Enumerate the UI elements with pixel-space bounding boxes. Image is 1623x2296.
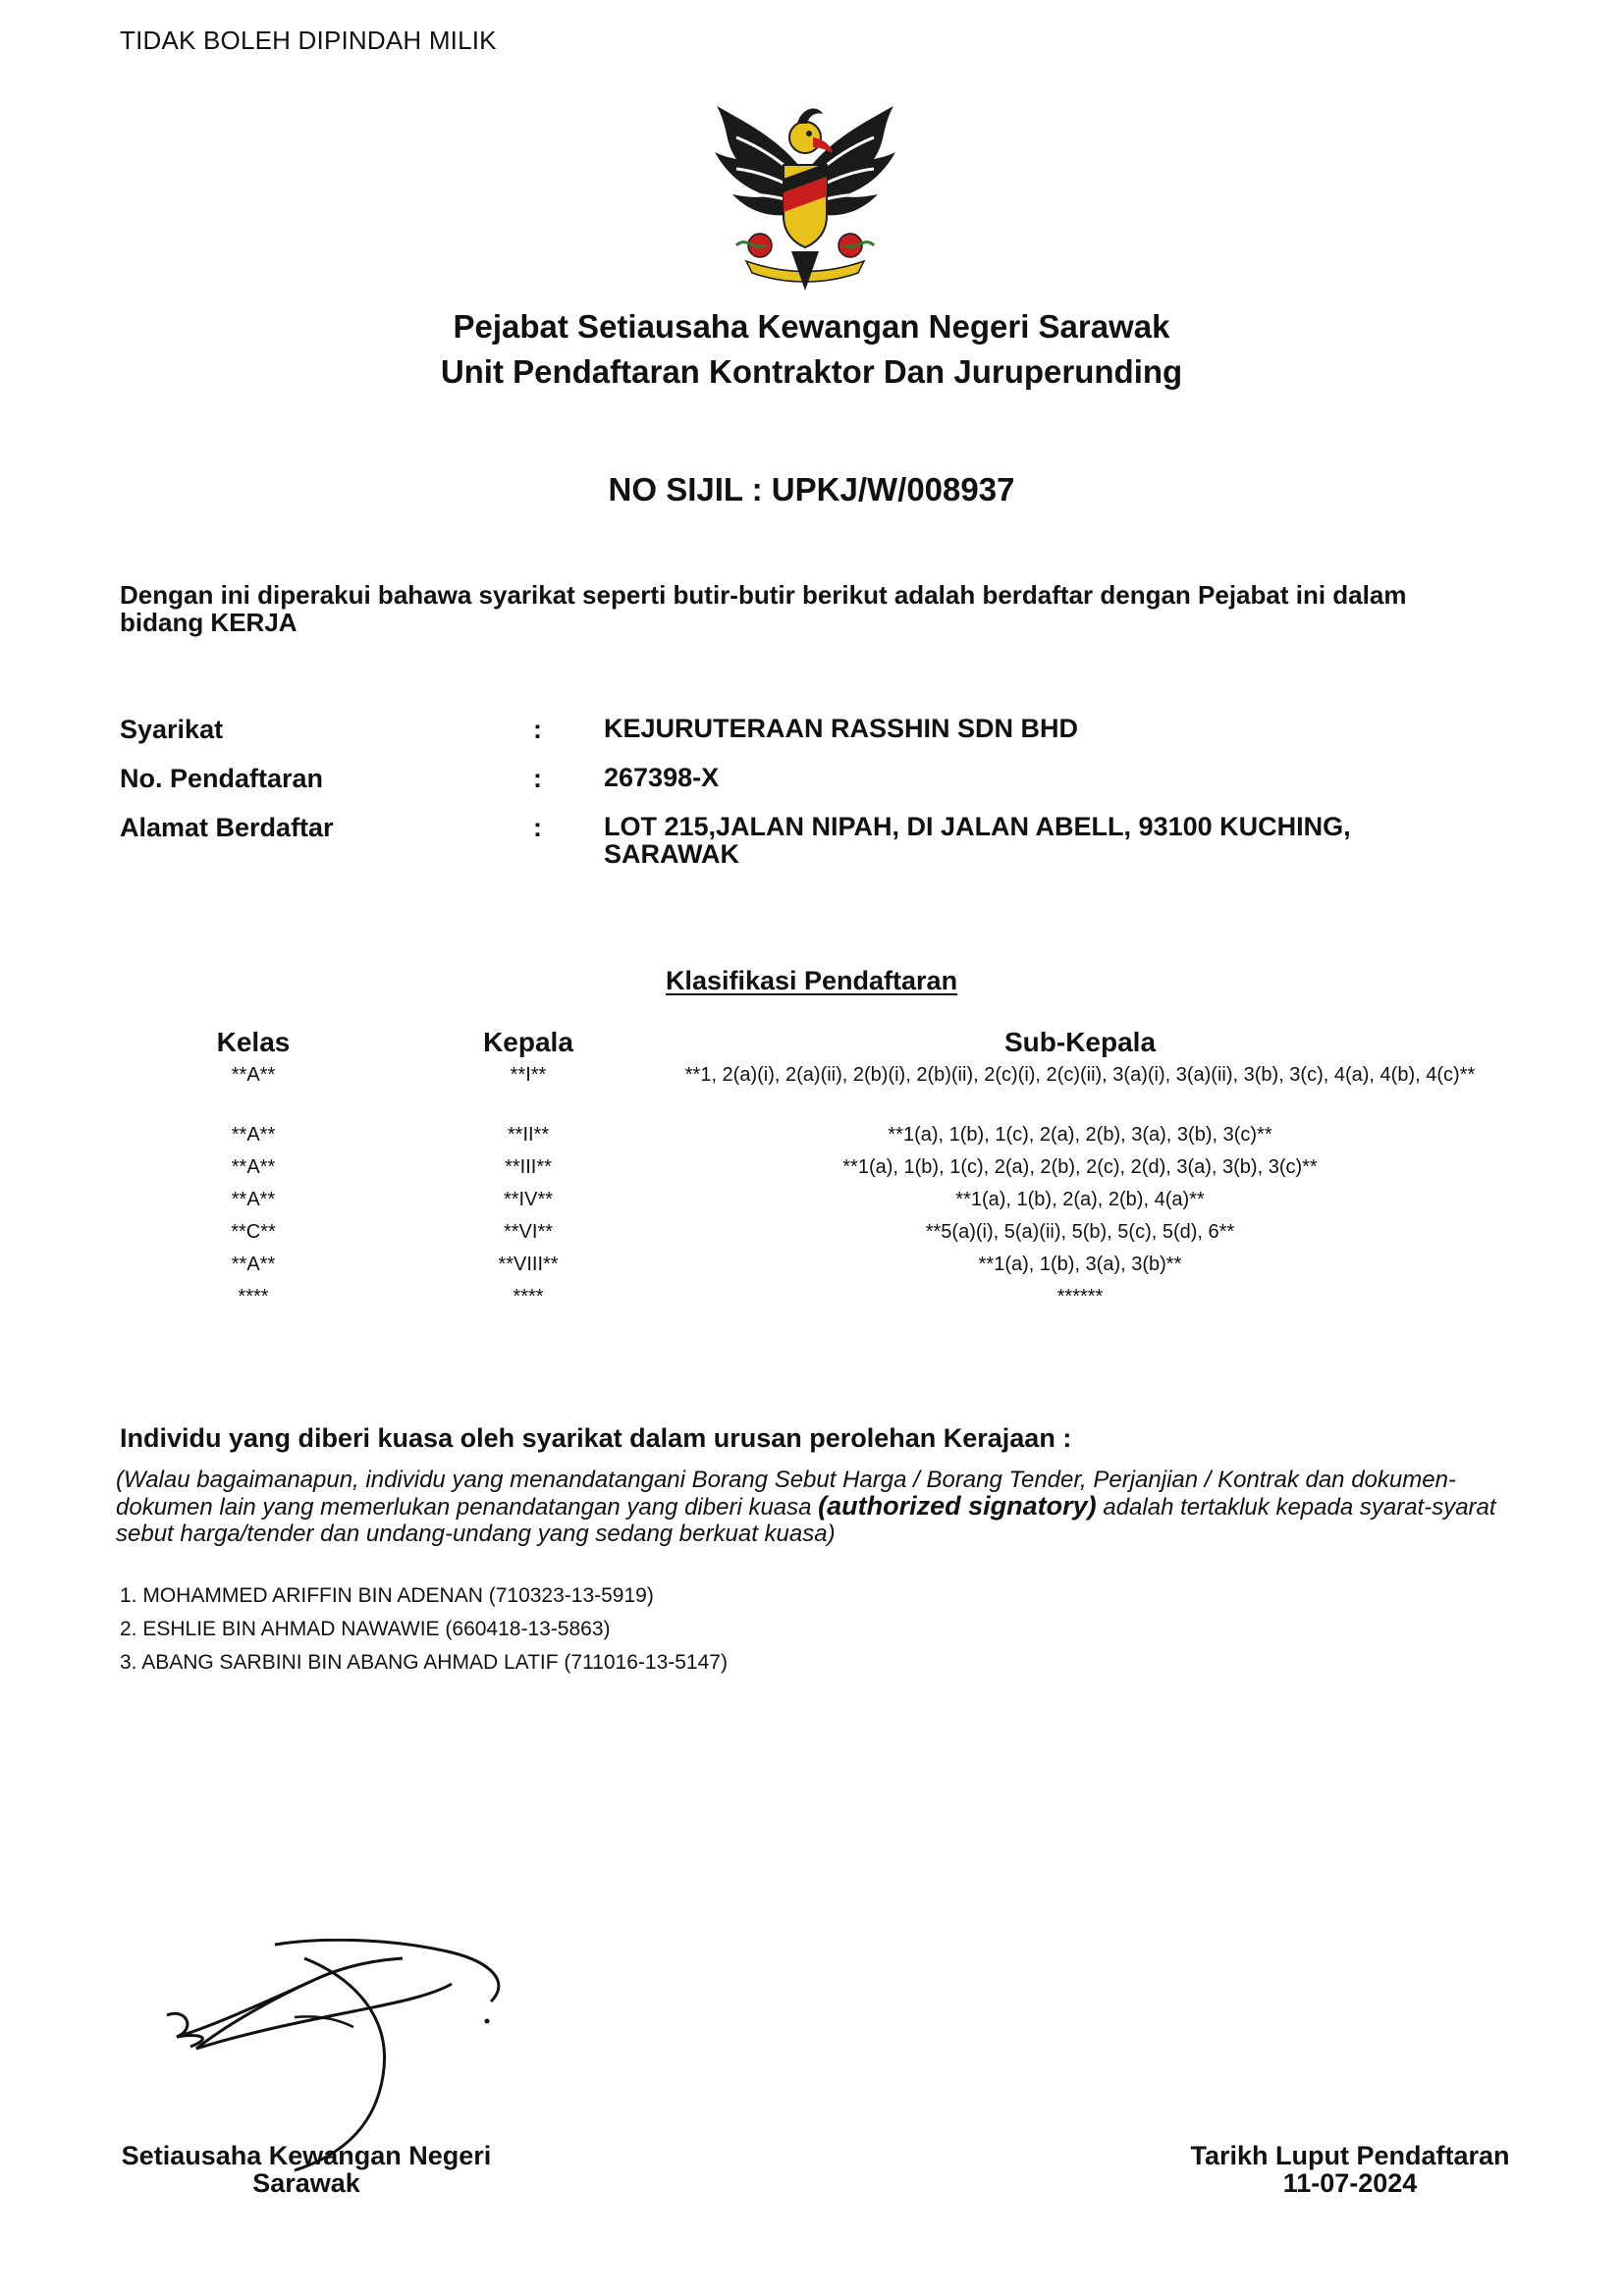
list-item: 2. ESHLIE BIN AHMAD NAWAWIE (660418-13-5863) bbox=[120, 1618, 611, 1640]
table-cell-kepala: **I** bbox=[510, 1064, 547, 1086]
table-cell-kelas: **A** bbox=[231, 1156, 276, 1178]
non-transferable-note: TIDAK BOLEH DIPINDAH MILIK bbox=[120, 26, 497, 55]
table-cell-kepala: **II** bbox=[507, 1124, 550, 1146]
registration-label: No. Pendaftaran bbox=[120, 764, 324, 793]
column-header-kelas: Kelas bbox=[216, 1027, 291, 1057]
list-item: 1. MOHAMMED ARIFFIN BIN ADENAN (710323-13-5919) bbox=[120, 1584, 654, 1607]
expiry-date: 11-07-2024 bbox=[1282, 2168, 1418, 2198]
company-name: KEJURUTERAAN RASSHIN SDN BHD bbox=[604, 714, 1079, 743]
table-cell-kelas: **A** bbox=[231, 1189, 276, 1210]
field-colon: : bbox=[533, 715, 542, 744]
sarawak-coat-of-arms-icon bbox=[707, 98, 903, 294]
table-cell-kelas: **C** bbox=[231, 1221, 276, 1243]
table-cell-kepala: **VIII** bbox=[498, 1254, 559, 1275]
list-item: 3. ABANG SARBINI BIN ABANG AHMAD LATIF (711016-13-5147) bbox=[120, 1651, 728, 1674]
table-cell-sub-kepala: ****** bbox=[1056, 1286, 1104, 1308]
table-cell-sub-kepala: **5(a)(i), 5(a)(ii), 5(b), 5(c), 5(d), 6** bbox=[925, 1221, 1235, 1243]
registration-number: 267398-X bbox=[604, 763, 720, 792]
office-name: Pejabat Setiausaha Kewangan Negeri Sarawak bbox=[453, 308, 1170, 345]
classification-title: Klasifikasi Pendaftaran bbox=[665, 966, 958, 995]
column-header-kepala: Kepala bbox=[483, 1027, 573, 1057]
table-cell-kepala: **IV** bbox=[503, 1189, 554, 1210]
certificate-number: NO SIJIL : UPKJ/W/008937 bbox=[608, 471, 1015, 507]
address-label: Alamat Berdaftar bbox=[120, 813, 334, 842]
signatory-title: Setiausaha Kewangan Negeri Sarawak bbox=[121, 2141, 492, 2198]
table-cell-sub-kepala: **1(a), 1(b), 1(c), 2(a), 2(b), 2(c), 2(d), 3(a), 3(b), 3(c)** bbox=[842, 1156, 1318, 1178]
registered-address: LOT 215,JALAN NIPAH, DI JALAN ABELL, 93100 KUCHING, SARAWAK bbox=[604, 812, 1351, 869]
table-cell-kepala: **VI** bbox=[503, 1221, 554, 1243]
table-cell-sub-kepala: **1, 2(a)(i), 2(a)(ii), 2(b)(i), 2(b)(ii), 2(c)(i), 2(c)(ii), 3(a)(i), 3(a)(ii), 3(b), 3(c), 4(a), 4(b), 4(c)** bbox=[684, 1064, 1476, 1086]
field-colon: : bbox=[533, 764, 542, 793]
table-cell-sub-kepala: **1(a), 1(b), 3(a), 3(b)** bbox=[978, 1254, 1182, 1275]
expiry-label: Tarikh Luput Pendaftaran bbox=[1190, 2141, 1510, 2170]
certification-statement: Dengan ini diperakui bahawa syarikat seperti butir-butir berikut adalah berdaftar dengan Pejabat ini dalam bidang KERJA bbox=[120, 580, 1407, 637]
authorized-signatory-note: (Walau bagaimanapun, individu yang menandatangani Borang Sebut Harga / Borang Tender, Perjanjian / Kontrak dan dokumen-dokumen lain yang memerlukan penandatangan yang diberi kuasa (authorized signatory) adalah tertakluk kepada syarat-syarat sebut harga/tender dan undang-undang yang sedang berkuat kuasa) bbox=[116, 1467, 1496, 1547]
column-header-sub-kepala: Sub-Kepala bbox=[1003, 1027, 1157, 1057]
table-cell-kelas: **A** bbox=[231, 1064, 276, 1086]
table-cell-kelas: **A** bbox=[231, 1254, 276, 1275]
expiry-block bbox=[1149, 2142, 1551, 2197]
table-cell-kepala: **III** bbox=[505, 1156, 552, 1178]
table-cell-kepala: **** bbox=[513, 1286, 544, 1308]
unit-name: Unit Pendaftaran Kontraktor Dan Juruperunding bbox=[440, 353, 1183, 390]
table-cell-sub-kepala: **1(a), 1(b), 1(c), 2(a), 2(b), 3(a), 3(b), 3(c)** bbox=[888, 1124, 1272, 1146]
signature-image bbox=[157, 1939, 540, 2174]
table-cell-kelas: **** bbox=[238, 1286, 269, 1308]
company-label: Syarikat bbox=[120, 715, 224, 744]
field-colon: : bbox=[533, 813, 542, 842]
table-cell-sub-kepala: **1(a), 1(b), 2(a), 2(b), 4(a)** bbox=[955, 1189, 1205, 1210]
table-cell-kelas: **A** bbox=[231, 1124, 276, 1146]
authorized-individuals-title: Individu yang diberi kuasa oleh syarikat dalam urusan perolehan Kerajaan : bbox=[120, 1423, 1072, 1453]
